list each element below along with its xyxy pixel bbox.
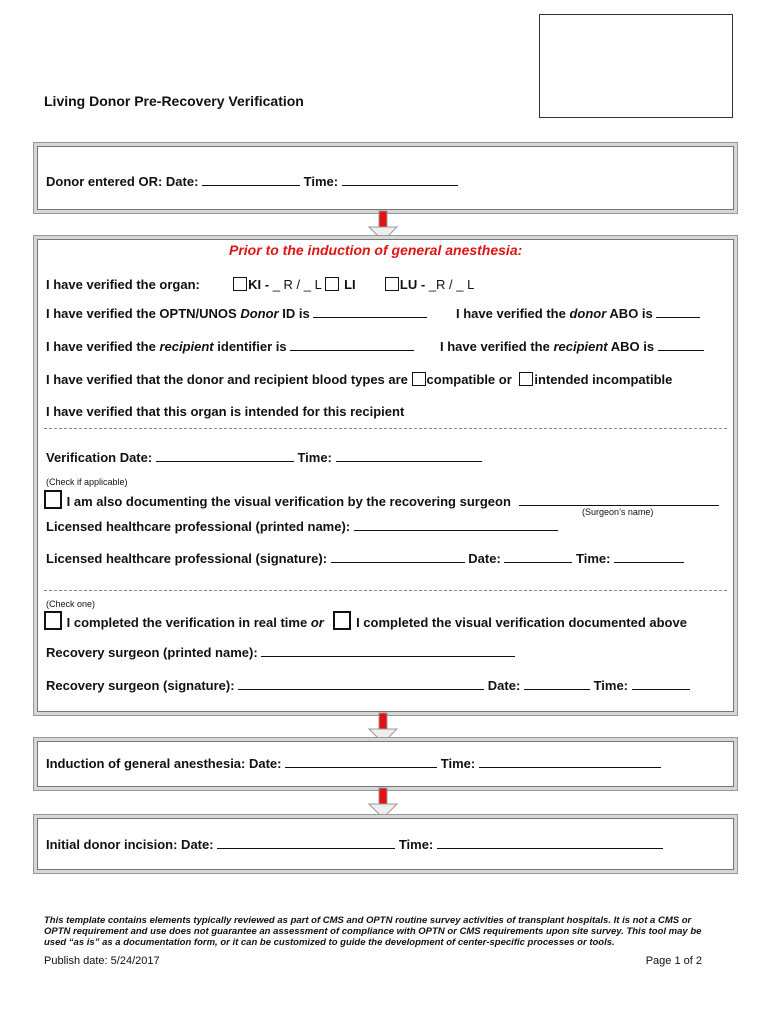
verification-date-field[interactable]: [156, 450, 294, 462]
organ-lu-label: LU -: [399, 277, 426, 292]
down-arrow-icon: [366, 787, 400, 819]
blood-types-label: I have verified that the donor and recipient blood types are: [46, 372, 408, 387]
divider: [44, 428, 727, 429]
recipient-id-label: I have verified the: [46, 339, 156, 354]
organ-ki-label: KI -: [248, 277, 270, 292]
lhp-signature-label: Licensed healthcare professional (signature):: [46, 551, 328, 566]
organ-row: [46, 277, 474, 292]
organ-label: I have verified the organ:: [46, 277, 200, 292]
induction-row: [46, 756, 661, 771]
surgeon-name-hint: (Surgeon’s name): [582, 507, 654, 517]
verification-heading: Prior to the induction of general anesthesia:: [229, 242, 523, 258]
lhp-printed-label: Licensed healthcare professional (printed name):: [46, 519, 351, 534]
check-one-note: (Check one): [46, 599, 96, 609]
publish-date: Publish date: 5/24/2017: [44, 955, 160, 967]
recipient-id-row: [46, 339, 414, 354]
recipient-id-emphasis: recipient: [159, 339, 214, 354]
lhp-printed-row: [46, 519, 558, 534]
induction-panel: [37, 741, 734, 787]
donor-id-emphasis: Donor: [240, 306, 279, 321]
real-time-checkbox[interactable]: [44, 611, 62, 630]
verification-time-field[interactable]: [336, 450, 482, 462]
lhp-time-field[interactable]: [614, 551, 684, 563]
induction-date-field[interactable]: [285, 756, 437, 768]
incompatible-label: intended incompatible: [534, 372, 673, 387]
verification-date-row: [46, 450, 482, 465]
rs-time-field[interactable]: [632, 678, 690, 690]
donor-abo-label-end: ABO is: [609, 306, 653, 321]
organ-ki-sides: _ R / _ L: [272, 277, 322, 292]
incision-date-label: Initial donor incision: Date:: [46, 837, 214, 852]
or-date-field[interactable]: [202, 174, 300, 186]
donor-abo-field[interactable]: [656, 306, 700, 318]
lhp-printed-field[interactable]: [354, 519, 558, 531]
lhp-signature-row: [46, 551, 684, 566]
surgeon-name-field[interactable]: [519, 494, 719, 506]
real-time-row: [44, 611, 687, 630]
induction-date-label: Induction of general anesthesia: Date:: [46, 756, 282, 771]
organ-li-label: LI: [344, 277, 356, 292]
recipient-abo-emphasis: recipient: [553, 339, 608, 354]
or-date-label: Donor entered OR: Date:: [46, 174, 199, 189]
lhp-signature-field[interactable]: [331, 551, 465, 563]
verification-panel: [37, 239, 734, 712]
rs-printed-label: Recovery surgeon (printed name):: [46, 645, 258, 660]
recipient-abo-field[interactable]: [658, 339, 704, 351]
incision-date-field[interactable]: [217, 837, 395, 849]
donor-abo-label: I have verified the: [456, 306, 566, 321]
incision-panel: [37, 818, 734, 870]
real-time-label: I completed the verification in real time: [66, 615, 308, 630]
label-placeholder-box: [539, 14, 733, 118]
lhp-date-label: Date:: [468, 551, 501, 566]
induction-time-field[interactable]: [479, 756, 661, 768]
donor-id-row: [46, 306, 427, 321]
organ-ki-checkbox[interactable]: [233, 277, 247, 291]
verification-date-label: Verification Date:: [46, 450, 153, 465]
blood-types-row: [46, 372, 672, 387]
rs-date-field[interactable]: [524, 678, 590, 690]
incision-time-label: Time:: [398, 837, 434, 852]
recipient-id-field[interactable]: [290, 339, 414, 351]
or-label: or: [310, 615, 324, 630]
incompatible-checkbox[interactable]: [519, 372, 533, 386]
divider: [44, 590, 727, 591]
rs-signature-row: [46, 678, 690, 693]
donor-id-label: I have verified the OPTN/UNOS: [46, 306, 237, 321]
down-arrow-icon: [366, 712, 400, 744]
rs-printed-field[interactable]: [261, 645, 515, 657]
compatible-label: compatible or: [426, 372, 512, 387]
recipient-abo-label: I have verified the: [440, 339, 550, 354]
recipient-id-label-end: identifier is: [217, 339, 287, 354]
rs-time-label: Time:: [593, 678, 628, 693]
visual-verification-checkbox[interactable]: [44, 490, 62, 509]
down-arrow-icon: [366, 210, 400, 242]
rs-date-label: Date:: [487, 678, 521, 693]
rs-printed-row: [46, 645, 515, 660]
donor-id-label-end: ID is: [282, 306, 310, 321]
recipient-abo-row: [440, 339, 704, 354]
incision-row: [46, 837, 663, 852]
induction-time-label: Time:: [440, 756, 476, 771]
verification-time-label: Time:: [297, 450, 332, 465]
incision-time-field[interactable]: [437, 837, 663, 849]
donor-abo-row: [456, 306, 700, 321]
or-time-label: Time:: [303, 174, 339, 189]
organ-lu-checkbox[interactable]: [385, 277, 399, 291]
visual-documented-checkbox[interactable]: [333, 611, 351, 630]
lhp-time-label: Time:: [576, 551, 611, 566]
intended-row: I have verified that this organ is intended for this recipient: [46, 404, 405, 419]
or-entry-row: [46, 174, 458, 189]
recipient-abo-label-end: ABO is: [610, 339, 655, 354]
page-title: Living Donor Pre-Recovery Verification: [44, 93, 304, 109]
page-number: Page 1 of 2: [645, 955, 702, 967]
compatible-checkbox[interactable]: [412, 372, 426, 386]
donor-id-field[interactable]: [313, 306, 427, 318]
rs-signature-field[interactable]: [238, 678, 484, 690]
lhp-date-field[interactable]: [504, 551, 572, 563]
visual-documented-label: I completed the visual verification documented above: [356, 615, 687, 630]
disclaimer: This template contains elements typically reviewed as part of CMS and OPTN routine survey activities of transplant hospitals. It is not a CMS or OPTN requirement and use does not guarantee an assessment of compliance with OPTN or CMS requirements upon site survey. This tool may be used “as is” as a documentation form, or it can be customized to guide the development of center-specific processes or tools.: [44, 915, 702, 948]
organ-lu-sides: _R / _ L: [428, 277, 475, 292]
check-if-applicable-note: (Check if applicable): [46, 477, 128, 487]
or-time-field[interactable]: [342, 174, 458, 186]
donor-abo-emphasis: donor: [569, 306, 607, 321]
rs-signature-label: Recovery surgeon (signature):: [46, 678, 235, 693]
organ-li-checkbox[interactable]: [325, 277, 339, 291]
or-entry-panel: [37, 146, 734, 210]
visual-verification-label: I am also documenting the visual verification by the recovering surgeon: [66, 494, 511, 509]
